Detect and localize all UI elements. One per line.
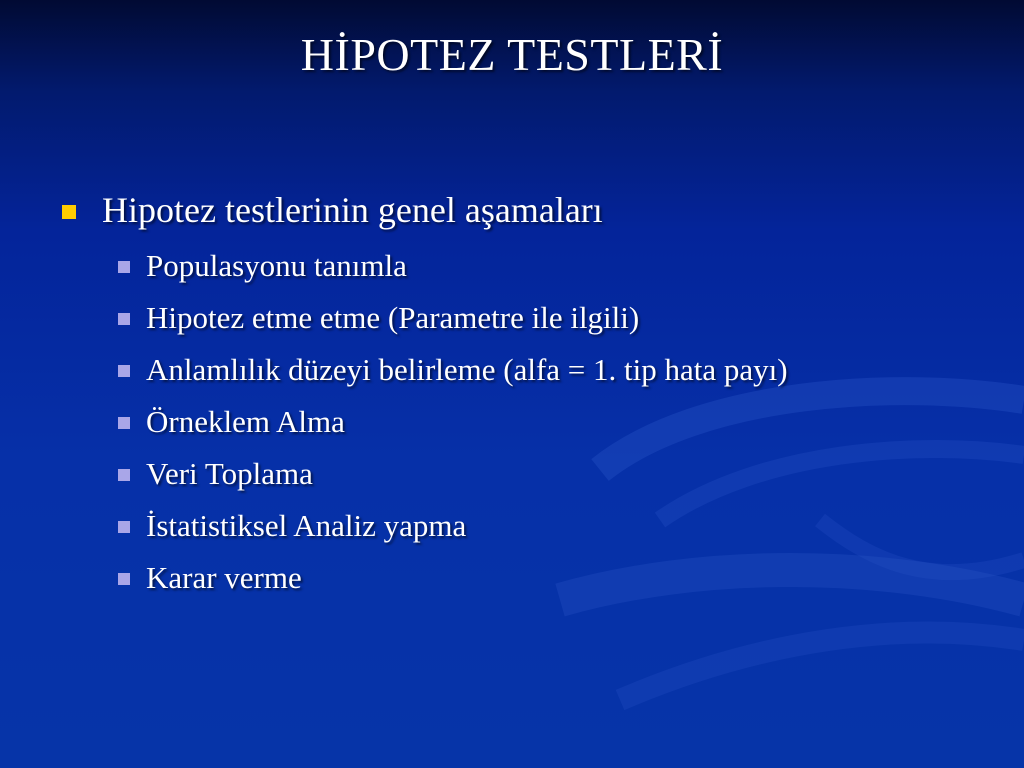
- sub-bullet-item: [118, 292, 1002, 344]
- sub-bullet-item: [118, 500, 1002, 552]
- square-bullet-icon: [118, 365, 130, 377]
- bullet-list: [62, 186, 1002, 604]
- sub-bullet-text: Anlamlılık düzeyi belirleme (alfa = 1. tip hata payı): [146, 352, 788, 387]
- square-bullet-icon: [118, 573, 130, 585]
- square-bullet-icon: [62, 205, 76, 219]
- sub-bullet-item: [118, 448, 1002, 500]
- sub-bullet-item: [118, 344, 1002, 396]
- main-bullet-item: [62, 186, 1002, 234]
- square-bullet-icon: [118, 521, 130, 533]
- sub-bullet-item: [118, 396, 1002, 448]
- sub-bullet-text: Örneklem Alma: [146, 404, 345, 439]
- square-bullet-icon: [118, 417, 130, 429]
- main-bullet-text: Hipotez testlerinin genel aşamaları: [102, 190, 603, 230]
- sub-bullet-item: [118, 240, 1002, 292]
- square-bullet-icon: [118, 261, 130, 273]
- slide-title: HİPOTEZ TESTLERİ: [300, 29, 724, 80]
- square-bullet-icon: [118, 469, 130, 481]
- sub-bullet-text: Hipotez etme etme (Parametre ile ilgili): [146, 300, 640, 335]
- sub-bullet-item: [118, 552, 1002, 604]
- sub-bullet-text: Populasyonu tanımla: [146, 248, 407, 283]
- sub-bullet-text: Veri Toplama: [146, 456, 313, 491]
- sub-bullet-text: Karar verme: [146, 560, 302, 595]
- sub-bullet-list: [118, 240, 1002, 604]
- square-bullet-icon: [118, 313, 130, 325]
- sub-bullet-text: İstatistiksel Analiz yapma: [146, 508, 467, 543]
